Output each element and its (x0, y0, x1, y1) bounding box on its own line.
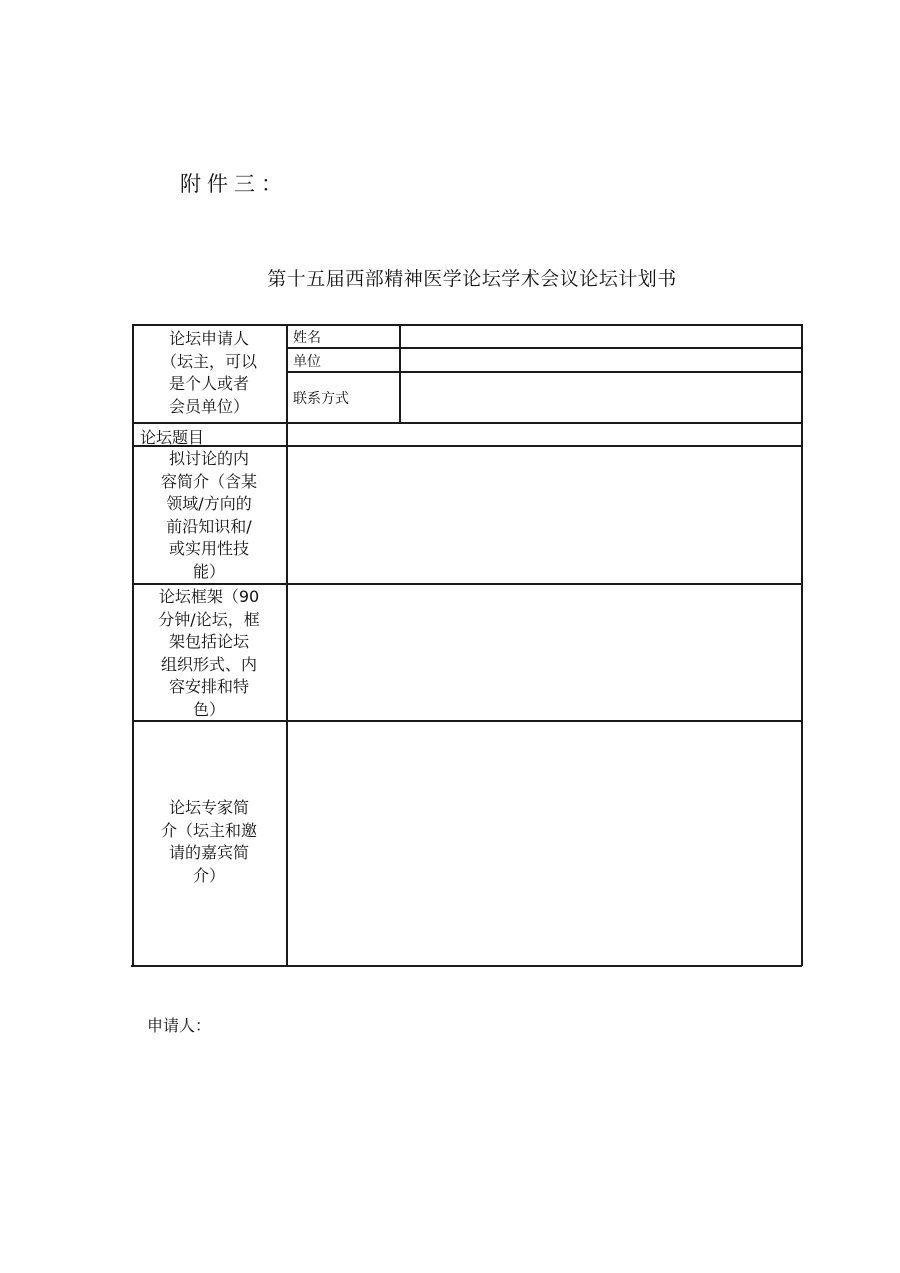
framework-label-line: 色） (192, 699, 225, 719)
attachment-label: 附件三： (180, 172, 288, 196)
experts-label-line: 论坛专家简 (168, 798, 249, 817)
form-title: 第十五届西部精神医学论坛学术会议论坛计划书 (267, 268, 677, 290)
contact-label: 联系方式 (293, 391, 349, 407)
unit-field[interactable] (402, 350, 800, 370)
applicant-label (133, 328, 285, 418)
experts-field[interactable] (289, 722, 800, 963)
framework-label-line: 架包括论坛 (168, 632, 249, 651)
topic-label: 论坛题目 (140, 428, 205, 447)
experts-label (133, 797, 285, 887)
content-intro-label-line: 拟讨论的内 (168, 449, 249, 468)
name-field[interactable] (402, 326, 800, 346)
framework-label-line: 组织形式、内 (160, 654, 257, 674)
applicant-label-line: 会员单位） (168, 396, 249, 416)
content-intro-field[interactable] (289, 447, 800, 581)
framework-label-line: 论坛框架（90 (158, 587, 260, 606)
content-intro-label-line: 能） (192, 561, 225, 581)
framework-label (133, 586, 285, 721)
framework-field[interactable] (289, 585, 800, 718)
content-intro-label-line: 领域/方向的 (166, 494, 252, 513)
experts-label-line: 介（坛主和邀 (160, 820, 257, 840)
unit-label: 单位 (293, 354, 321, 370)
experts-label-line: 请的嘉宾简 (168, 843, 249, 862)
topic-field[interactable] (289, 424, 800, 444)
content-intro-label-line: 容简介（含某 (160, 471, 257, 491)
applicant-label-line: （坛主，可以 (160, 351, 257, 371)
applicant-label-line: 论坛申请人 (168, 329, 249, 348)
applicant-label-line: 是个人或者 (168, 374, 249, 393)
content-intro-label (133, 448, 285, 583)
framework-label-line: 分钟/论坛，框 (158, 609, 260, 629)
contact-field[interactable] (402, 374, 800, 420)
content-intro-label-line: 前沿知识和/ (166, 516, 252, 536)
experts-label-line: 介） (192, 865, 225, 885)
content-intro-label-line: 或实用性技 (168, 539, 249, 558)
signature-label: 申请人： (147, 1016, 212, 1035)
framework-label-line: 容安排和特 (168, 677, 249, 696)
name-label: 姓名 (293, 330, 321, 346)
